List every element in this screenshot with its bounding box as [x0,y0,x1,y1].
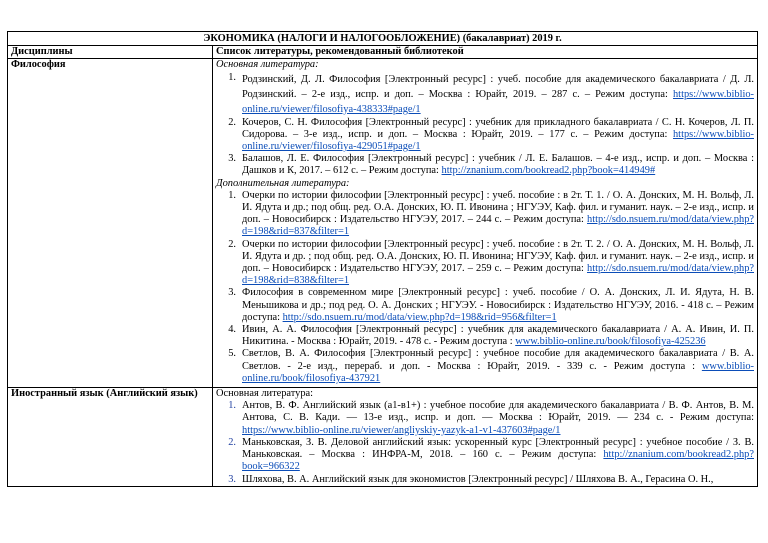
literature-list [216,400,754,485]
literature-cell [213,59,758,388]
list-item [216,239,754,288]
discipline-name: Философия [8,59,213,388]
resource-link[interactable]: http://sdo.nsuem.ru/mod/data/view.php?d=198&rid=956&filter=1 [282,311,557,323]
item-number: 2. [228,238,236,250]
header-disciplines: Дисциплины [8,46,213,59]
resource-link[interactable]: https://www.biblio-online.ru/viewer/filosofiya-438333#page/1 [242,88,754,115]
list-item [216,400,754,437]
resource-link[interactable]: http://sdo.nsuem.ru/mod/data/view.php?d=198&rid=838&filter=1 [242,263,754,287]
literature-table [7,31,758,487]
table-row [8,388,758,487]
resource-link[interactable]: www.biblio-online.ru/book/filosofiya-425236 [515,336,706,348]
item-text: Очерки по истории философии [Электронный ресурс] : учеб. пособие : в 2т. Т. 2. / О. А. Донских, М. Н. Вольф, Л. И. Ядута и др. ; под общ. ред. О.А. Донских, Ю. П. Ивонина; НГУЭУ, Каф. фил. и гуманит. наук. – 2-е изд., испр. и доп. – Новосибирск : Издательство НГУЭУ, 2017. – 259 с. – Режим доступа: http://sdo.nsuem.ru/mod/data/view.php?d=198&rid=838&filter=1 [242,238,754,287]
item-text: Кочеров, С. Н. Философия [Электронный ресурс] : учебник для прикладного бакалавриата / С. Н. Кочеров, Л. П. Сидорова. – 3-е изд., испр. и доп. – Москва : Юрайт, 2019. – 177 с. – Режим доступа: https://www.biblio-online.ru/viewer/filosofiya-429051#page/1 [242,116,754,153]
item-text: Шляхова, В. А. Английский язык для экономистов [Электронный ресурс] / Шляхова В. А., Герасина О. Н., [242,473,714,485]
item-text: Философия в современном мире [Электронный ресурс] : учеб. пособие / О. А. Донских, Л. И. Ядута, Н. В. Меньшикова и др.; под ред. О. А. Донских ; НГУЭУ. - Новосибирск : Издательство НГУЭУ, 2016. - 418 с. – Режим доступа: http://sdo.nsuem.ru/mod/data/view.php?d=198&rid=956&filter=1 [242,287,754,323]
section-label-additional: Дополнительная литература: [216,177,350,189]
item-text: Балашов, Л. Е. Философия [Электронный ресурс] : учебник / Л. Е. Балашов. – 4-е изд., испр. и доп. – Москва : Дашков и К, 2017. – 612 с. – Режим доступа: http://znanium.com/bookread2.php?book=414949# [242,153,754,177]
list-item [216,117,754,154]
list-item [216,474,754,486]
item-text: Маньковская, З. В. Деловой английский язык: ускоренный курс [Электронный ресурс] : учебное пособие / З. В. Маньковская. – Москва : ИНФРА-М, 2018. – 160 с. – Режим доступа: http://znanium.com/bookread2.php?book=966322 [242,436,754,473]
item-number: 3. [228,153,236,165]
list-item [216,153,754,177]
item-number: 1. [228,400,236,412]
item-text: Очерки по истории философии [Электронный ресурс] : учеб. пособие : в 2т. Т. 1. / О. А. Донских, М. Н. Вольф, Л. И. Ядута и др.; под общ. ред. О.А. Донских, Ю. П. Ивонина ; НГУЭУ, Каф. фил. и гуманит. наук. – 2-е изд., испр. и доп. – Новосибирск : Издательство НГУЭУ, 2017. – 244 с. – Режим доступа: http://sdo.nsuem.ru/mod/data/view.php?d=198&rid=837&filter=1 [242,189,754,238]
literature-list [216,72,754,178]
item-number: 4. [228,324,236,336]
item-number: 1. [228,189,236,201]
item-number: 3. [228,473,236,485]
list-item [216,72,754,117]
header-row [8,46,758,59]
discipline-name: Иностранный язык (Английский язык) [8,388,213,487]
resource-link[interactable]: http://znanium.com/bookread2.php?book=966322 [242,449,754,473]
item-number: 2. [228,116,236,128]
item-number: 2. [228,436,236,448]
item-number: 5. [228,348,236,360]
resource-link[interactable]: https://www.biblio-online.ru/viewer/angliyskiy-yazyk-a1-v1-437603#page/1 [242,424,561,436]
list-item [216,324,754,348]
list-item [216,437,754,474]
title-row [8,32,758,46]
list-item [216,287,754,324]
resource-link[interactable]: https://www.biblio-online.ru/viewer/filosofiya-429051#page/1 [242,128,754,153]
item-number: 3. [228,287,236,299]
header-literature-list: Список литературы, рекомендованный библиотекой [213,46,758,59]
literature-cell [213,388,758,487]
item-number: 1. [228,71,236,83]
resource-link[interactable]: http://znanium.com/bookread2.php?book=414949# [441,165,656,177]
section-label-main: Основная литература: [216,388,314,400]
list-item [216,348,754,385]
literature-list [216,190,754,385]
list-item [216,190,754,239]
item-text: Ивин, А. А. Философия [Электронный ресурс] : учебник для академического бакалавриата / А. А. Ивин, И. П. Никитина. - Москва : Юрайт, 2019. - 478 с. - Режим доступа : www.biblio-online.ru/book/filosofiya-425236 [242,324,754,348]
item-text: Светлов, В. А. Философия [Электронный ресурс] : учебное пособие для академического бакалавриата / В. А. Светлов. - 2-е изд., перераб. и доп. - Москва : Юрайт, 2019. - 339 с. - Режим доступа : www.biblio-online.ru/book/filosofiya-437921 [242,348,754,384]
resource-link[interactable]: http://sdo.nsuem.ru/mod/data/view.php?d=198&rid=837&filter=1 [242,214,754,238]
resource-link[interactable]: www.biblio-online.ru/book/filosofiya-437921 [242,360,754,384]
item-text: Антов, В. Ф. Английский язык (a1-в1+) : учебное пособие для академического бакалавриата / В. Ф. Антов, В. М. Антова, С. В. Кади. — 13-е изд., испр. и доп. — Москва : Юрайт, 2019. — 234 с. - Режим доступа: https://www.biblio-online.ru/viewer/angliyskiy-yazyk-a1-v1-437603#page/1 [242,400,754,436]
table-row [8,59,758,388]
document-title: ЭКОНОМИКА (НАЛОГИ И НАЛОГООБЛОЖЕНИЕ) (бакалавриат) 2019 г. [8,32,758,46]
item-text: Родзинский, Д. Л. Философия [Электронный ресурс] : учеб. пособие для академического бакалавриата / Д. Л. Родзинский. – 2-е изд., испр. и доп. – Москва : Юрайт, 2019. – 287 с. – Режим доступа: https://www.biblio-online.ru/viewer/filosofiya-438333#page/1 [242,73,754,115]
section-label-main: Основная литература: [216,59,319,71]
